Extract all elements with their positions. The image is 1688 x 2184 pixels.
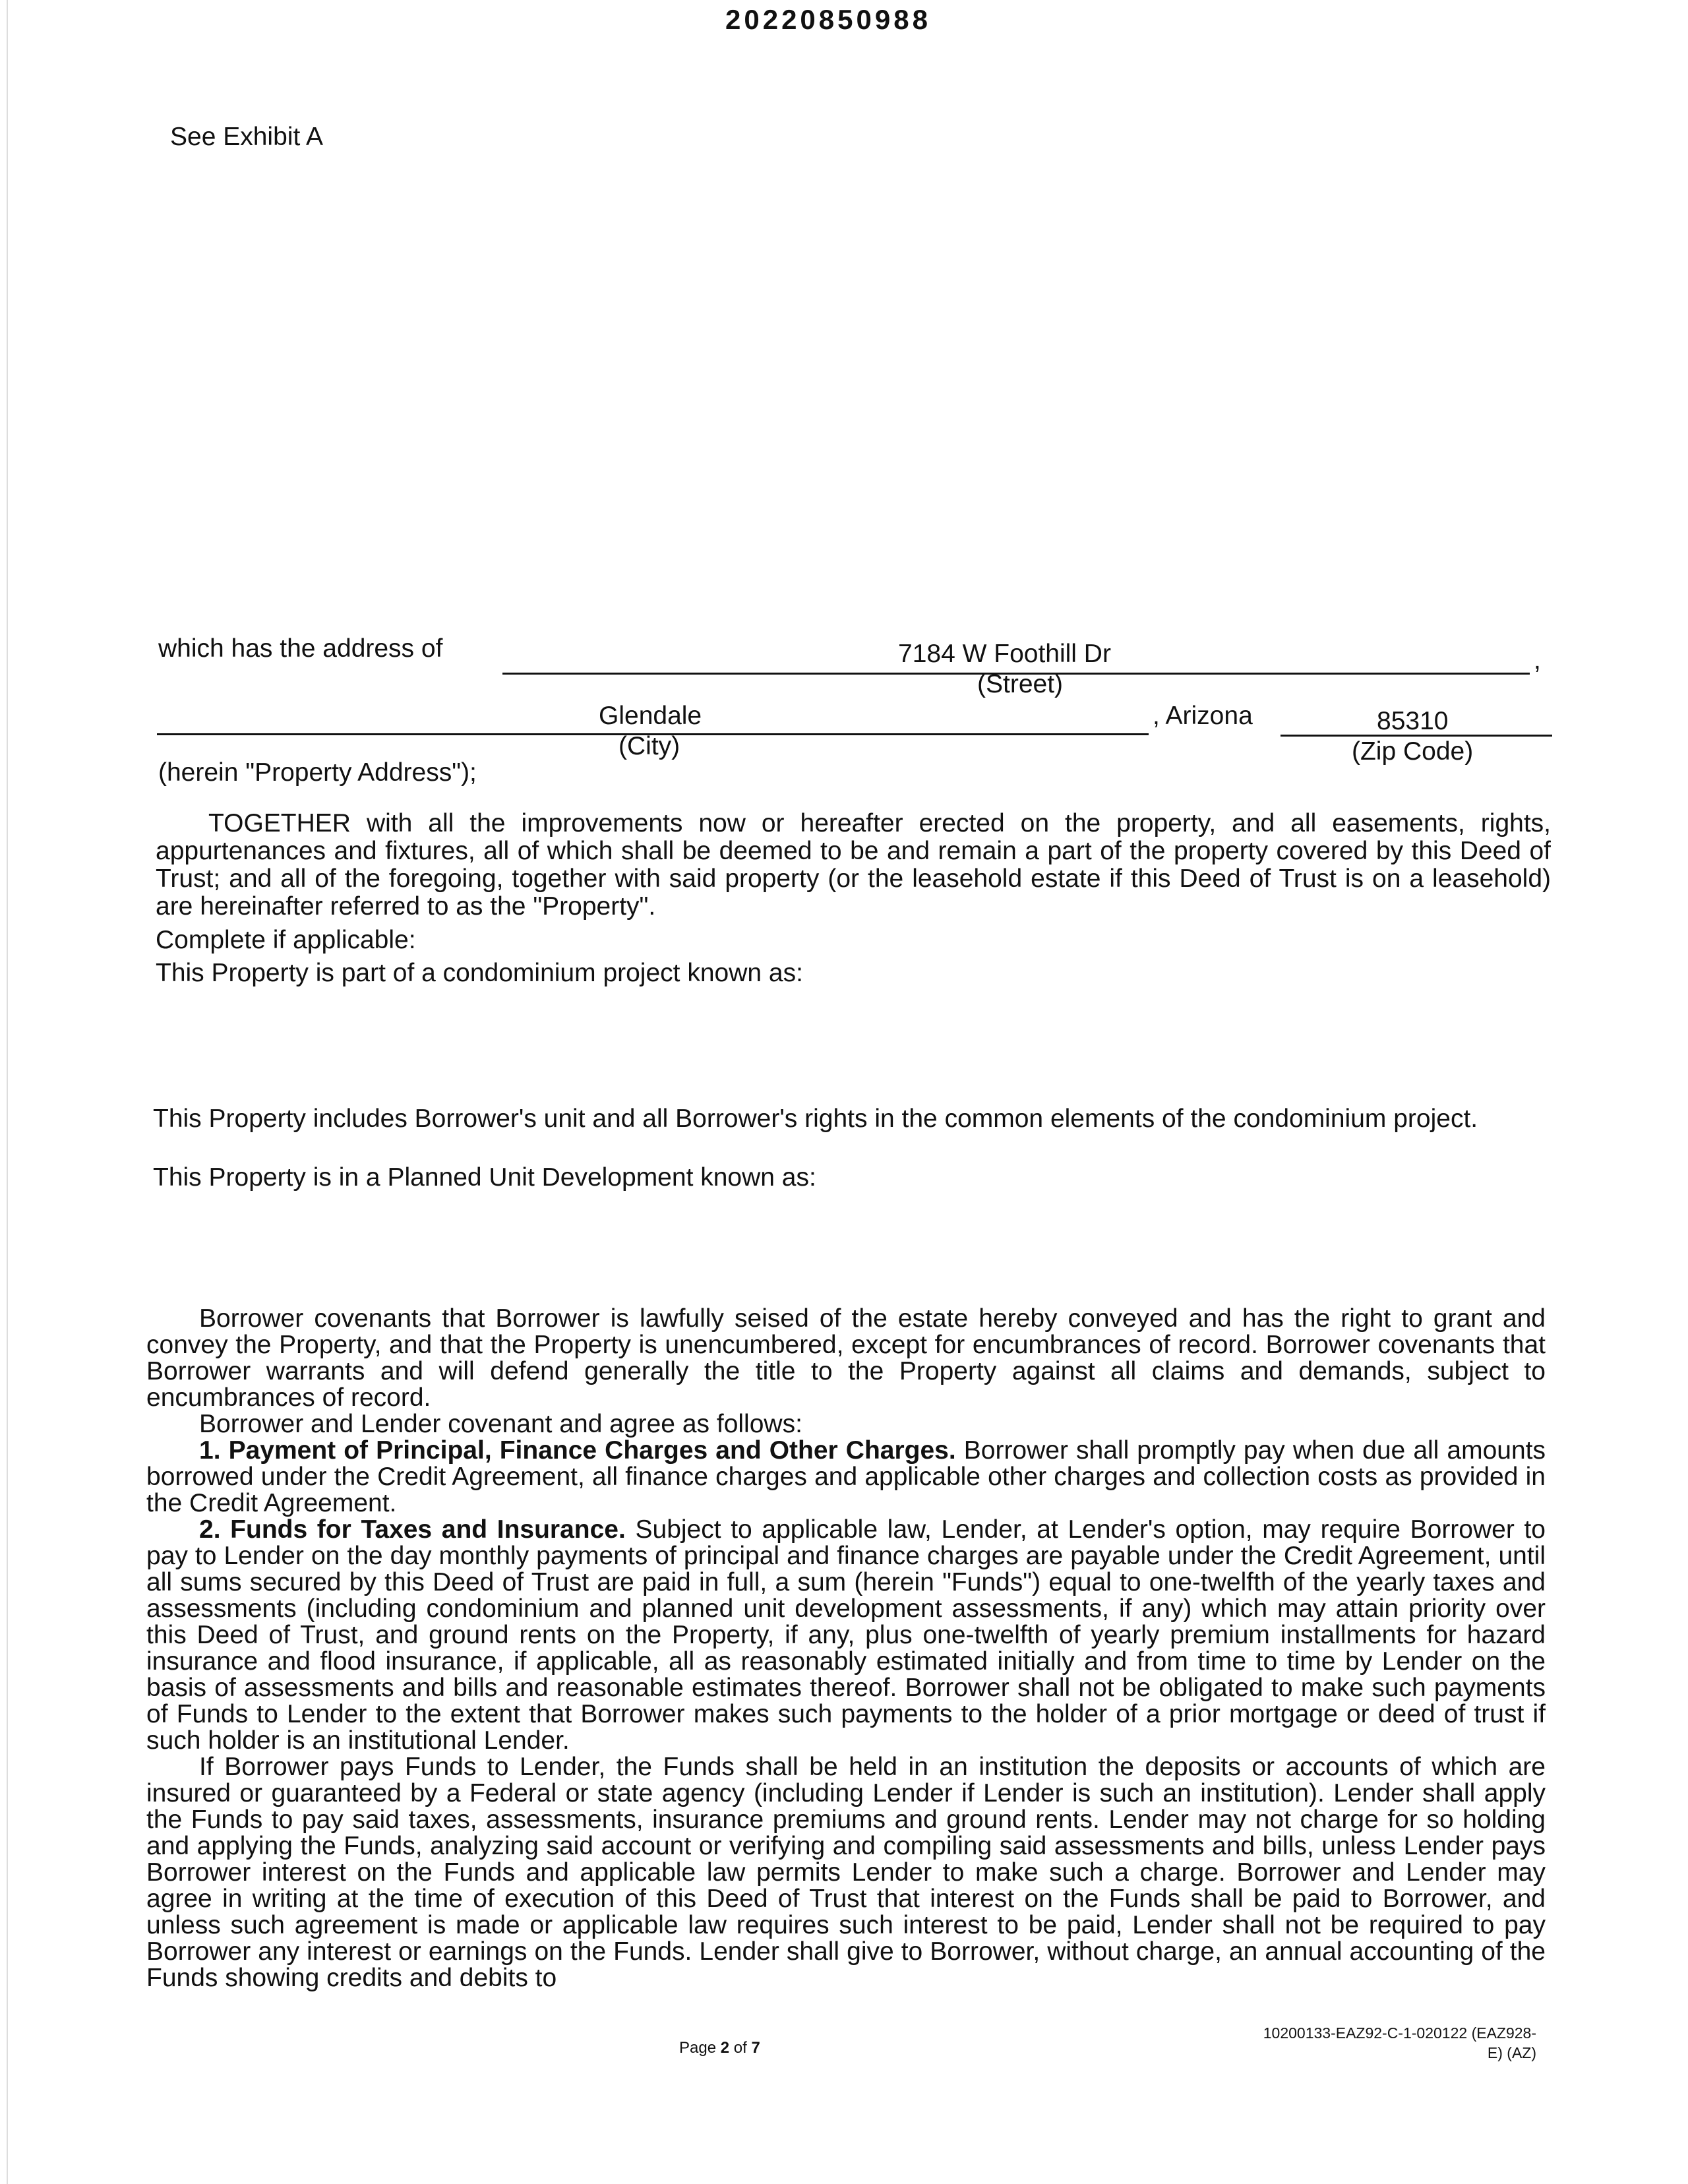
- together-paragraph: [156, 810, 1551, 921]
- city-value: Glendale: [599, 702, 702, 730]
- borrower-covenants-text: Borrower covenants that Borrower is lawfully seised of the estate hereby conveyed and has the right to grant and convey the Property, and that the Property is unencumbered, except for encumbrances of record. Borrower covenants that Borrower warrants and will defend generally the title to the Property against all claims and demands, subject to encumbrances of record.: [146, 1304, 1546, 1412]
- section-2: [146, 1517, 1546, 1754]
- page-current: 2: [720, 2039, 730, 2057]
- together-text: TOGETHER with all the improvements now or hereafter erected on the property, and all easements, rights, appurtenances and fixtures, all of which shall be deemed to be and remain a part of the property covered by this Deed of Trust; and all of the foregoing, together with said property (or the leasehold estate if this Deed of Trust is on a leasehold) are hereinafter referred to as the "Property".: [156, 809, 1551, 921]
- form-code: 10200133-EAZ92-C-1-020122 (EAZ928-E) (AZ): [1263, 2024, 1536, 2061]
- complete-if-applicable: Complete if applicable:: [156, 926, 416, 954]
- section-1: [146, 1438, 1546, 1517]
- condo-known-as: This Property is part of a condominium project known as:: [156, 959, 803, 987]
- condo-includes-text: This Property includes Borrower's unit and all Borrower's rights in the common elements of the condominium project.: [153, 1105, 1478, 1133]
- recording-number: 20220850988: [725, 4, 931, 35]
- covenants-block: [146, 1306, 1546, 1991]
- street-caption: (Street): [977, 670, 1064, 698]
- city-caption: (City): [618, 732, 680, 760]
- page-number: Page 2 of 7: [679, 2039, 760, 2057]
- section-2-body: Subject to applicable law, Lender, at Lender's option, may require Borrower to pay to Lender on the day monthly payments of principal and finance charges are payable under the Credit Agreement, until all sums secured by this Deed of Trust are paid in full, a sum (herein "Funds") equal to one-twelfth of the yearly taxes and assessments (including condominium and planned unit development assessments, if any) which may attain priority over this Deed of Trust, and ground rents on the Property, if any, plus one-twelfth of yearly premium installments for hazard insurance and flood insurance, if applicable, all as reasonably estimated initially and from time to time by Lender on the basis of assessments and bills and reasonable estimates thereof. Borrower shall not be obligated to make such payments of Funds to Lender to the extent that Borrower makes such payments to the holder of a prior mortgage or deed of trust if such holder is an institutional Lender.: [146, 1515, 1546, 1755]
- agree-text: Borrower and Lender covenant and agree as follows:: [199, 1410, 802, 1438]
- state-text: , Arizona: [1153, 702, 1253, 730]
- funds-held-text: If Borrower pays Funds to Lender, the Funds shall be held in an institution the deposits or accounts of which are insured or guaranteed by a Federal or state agency (including Lender if Lender is such an institution). Lender shall apply the Funds to pay said taxes, assessments, insurance premiums and ground rents. Lender may not charge for so holding and applying the Funds, analyzing said account or verifying and compiling said assessments and bills, unless Lender pays Borrower interest on the Funds and applicable law permits Lender to make such a charge. Borrower and Lender may agree in writing at the time of execution of this Deed of Trust that interest on the Funds shall be paid to Borrower, and unless such agreement is made or applicable law requires such interest to be paid, Lender shall not be required to pay Borrower any interest or earnings on the Funds. Lender shall give to Borrower, without charge, an annual accounting of the Funds showing credits and debits to: [146, 1753, 1546, 1992]
- street-value: 7184 W Foothill Dr: [898, 640, 1111, 668]
- condo-includes-paragraph: [153, 1105, 1551, 1133]
- see-exhibit-text: See Exhibit A: [170, 123, 323, 151]
- property-address-herein: (herein "Property Address");: [158, 758, 477, 787]
- pud-known-as: This Property is in a Planned Unit Development known as:: [153, 1163, 816, 1192]
- section-1-body: Borrower shall promptly pay when due all amounts borrowed under the Credit Agreement, all finance charges and applicable other charges and collection costs as provided in the Credit Agreement.: [146, 1436, 1546, 1517]
- section-1-heading: 1. Payment of Principal, Finance Charges and Other Charges.: [199, 1436, 956, 1465]
- address-lead: which has the address of: [158, 634, 443, 663]
- trailing-comma: ,: [1534, 646, 1541, 675]
- scan-edge: [7, 0, 8, 2184]
- page-total: 7: [751, 2039, 760, 2057]
- zip-value: 85310: [1377, 707, 1449, 735]
- section-2-heading: 2. Funds for Taxes and Insurance.: [199, 1515, 626, 1544]
- zip-caption: (Zip Code): [1352, 737, 1474, 766]
